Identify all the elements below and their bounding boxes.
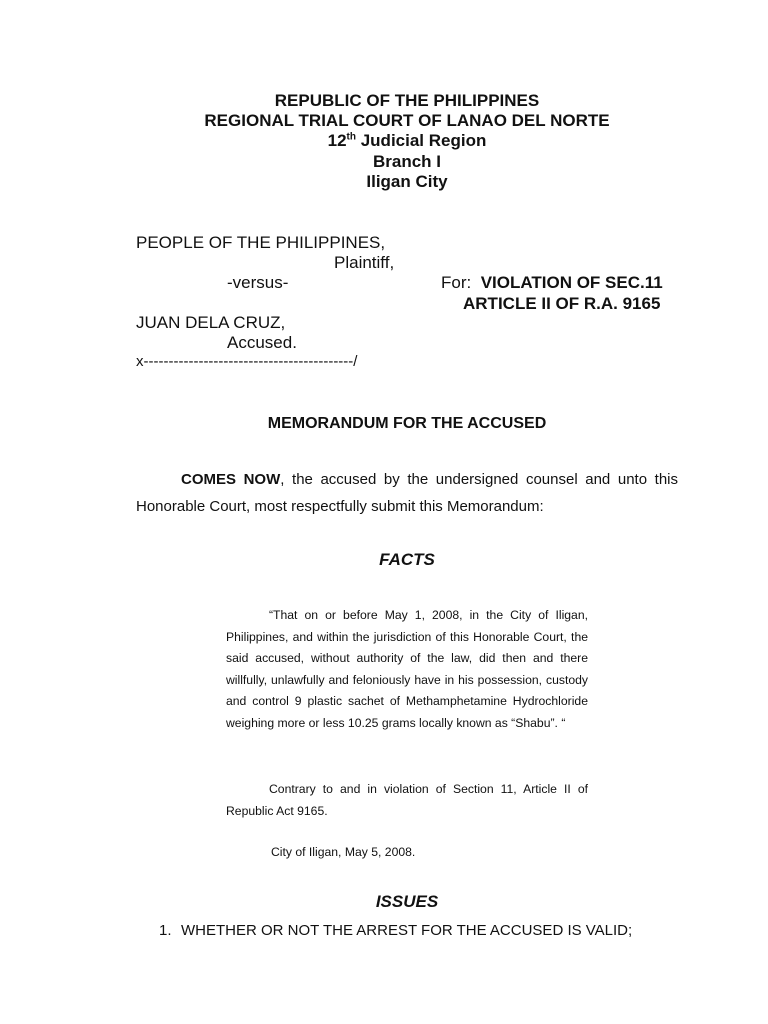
plaintiff-role: Plaintiff, (334, 253, 395, 272)
issue-item-text: WHETHER OR NOT THE ARREST FOR THE ACCUSED IS VALID; (181, 922, 633, 939)
issue-item-number: 1. (159, 922, 172, 939)
header-city: Iligan City (366, 172, 448, 191)
memorandum-title: MEMORANDUM FOR THE ACCUSED (267, 415, 547, 432)
information-quote: “That on or before May 1, 2008, in the City of Iligan, Philippines, and within the jurisdiction of this Honorable Court, the said accused, without authority of the law, did then and there willfully, unlawfully and feloniously have in his possession, custody and control 9 plastic sachet of Methamphetamine Hydrochloride weighing more or less 10.25 grams locally known as “Shabu”. “ (226, 608, 588, 730)
header-region (0, 131, 768, 151)
intro-rest: , the accused by the undersigned counsel and unto this (280, 471, 678, 488)
for-label: For: (441, 273, 472, 292)
facts-date-line: City of Iligan, May 5, 2008. (271, 845, 416, 859)
accused-name: JUAN DELA CRUZ, (136, 313, 286, 332)
charge-block (441, 273, 663, 293)
plaintiff-name: PEOPLE OF THE PHILIPPINES, (136, 233, 386, 252)
contrary-paragraph: Contrary to and in violation of Section 11, Article II of Republic Act 9165. (226, 782, 588, 818)
header-court: REGIONAL TRIAL COURT OF LANAO DEL NORTE (204, 111, 610, 130)
region-number: 12 (327, 131, 347, 150)
intro-lead: COMES NOW (181, 471, 281, 488)
intro-line-1 (181, 471, 678, 488)
facts-contrary (226, 779, 588, 822)
intro-line-2: Honorable Court, most respectfully submit this Memorandum: (136, 498, 544, 515)
accused-role: Accused. (227, 333, 297, 352)
caption-closing-line: x------------------------------------------/ (136, 353, 358, 370)
versus-label: -versus- (227, 273, 289, 292)
charge-line-2: ARTICLE II OF R.A. 9165 (463, 294, 661, 313)
header-republic: REPUBLIC OF THE PHILIPPINES (274, 91, 540, 110)
charge-line-1: VIOLATION OF SEC.11 (480, 273, 663, 292)
region-text: Judicial Region (356, 131, 487, 150)
header-branch: Branch I (372, 152, 442, 171)
facts-heading: FACTS (379, 550, 435, 569)
facts-quote (226, 605, 588, 735)
issues-heading: ISSUES (375, 892, 439, 911)
region-ordinal: th (346, 131, 356, 143)
